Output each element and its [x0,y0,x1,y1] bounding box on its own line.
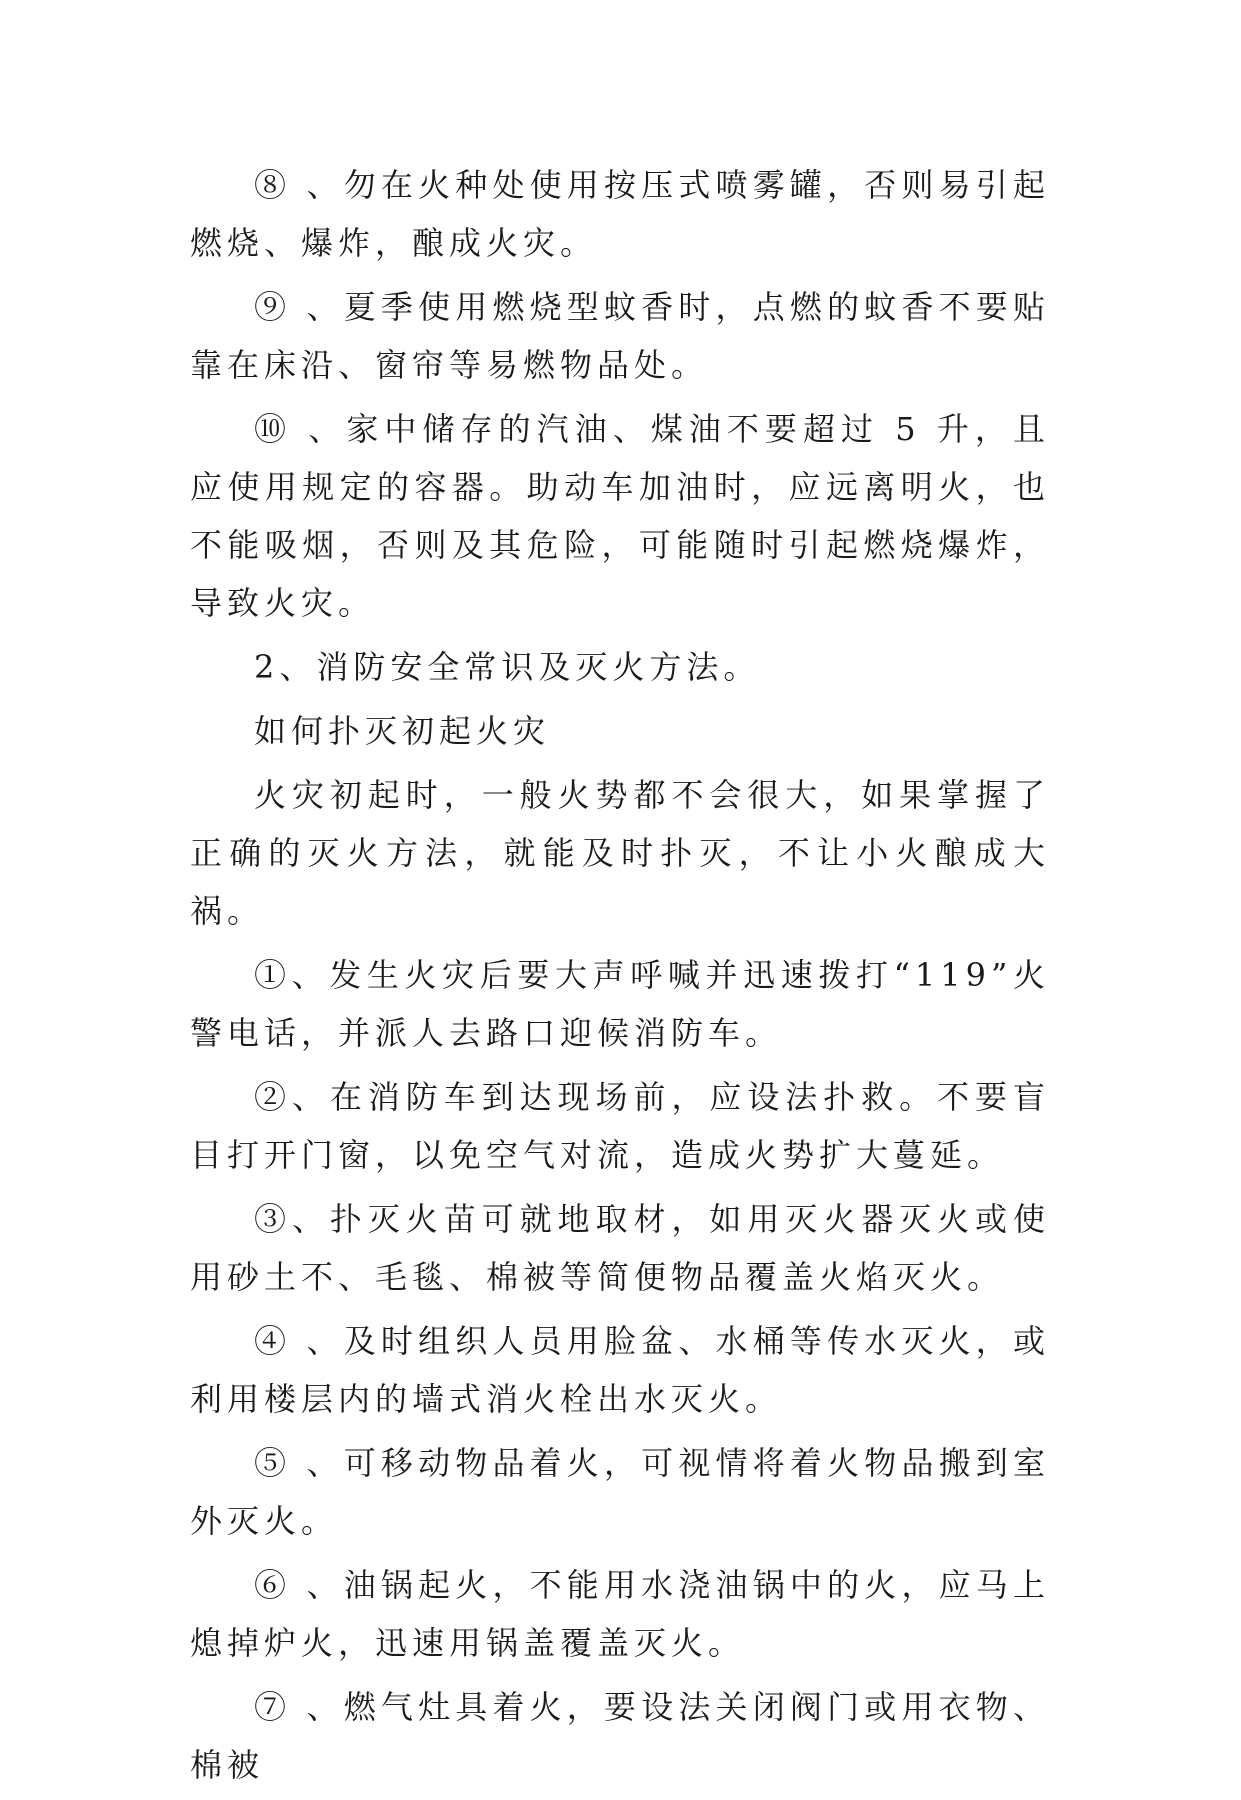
paragraph-item-9: ⑨ 、夏季使用燃烧型蚊香时，点燃的蚊香不要贴靠在床沿、窗帘等易燃物品处。 [190,288,1050,384]
paragraph-step-3: ③、扑灭火苗可就地取材，如用灭火器灭火或使用砂土不、毛毯、棉被等简便物品覆盖火焰灭火。 [190,1200,1050,1296]
paragraph-step-7: ⑦ 、燃气灶具着火，要设法关闭阀门或用衣物、棉被 [190,1688,1050,1784]
paragraph-step-5: ⑤ 、可移动物品着火，可视情将着火物品搬到室外灭火。 [190,1444,1050,1540]
intro-paragraph: 火灾初起时，一般火势都不会很大，如果掌握了正确的灭火方法，就能及时扑灭，不让小火酿成大祸。 [190,776,1050,930]
paragraph-step-1: ①、发生火灾后要大声呼喊并迅速拨打“119”火警电话，并派人去路口迎候消防车。 [190,956,1050,1052]
paragraph-item-8: ⑧ 、勿在火种处使用按压式喷雾罐，否则易引起燃烧、爆炸，酿成火灾。 [190,166,1050,262]
paragraph-item-10: ⑩ 、家中储存的汽油、煤油不要超过 5 升，且应使用规定的容器。助动车加油时，应远离明火，也不能吸烟，否则及其危险，可能随时引起燃烧爆炸，导致火灾。 [190,410,1050,622]
section-heading: 2、消防安全常识及灭火方法。 [254,648,761,686]
subsection-heading: 如何扑灭初起火灾 [254,712,551,750]
document-body [190,156,1050,1800]
paragraph-step-2: ②、在消防车到达现场前，应设法扑救。不要盲目打开门窗，以免空气对流，造成火势扩大蔓延。 [190,1078,1050,1174]
paragraph-step-4: ④ 、及时组织人员用脸盆、水桶等传水灭火，或利用楼层内的墙式消火栓出水灭火。 [190,1322,1050,1418]
paragraph-step-6: ⑥ 、油锅起火，不能用水浇油锅中的火，应马上熄掉炉火，迅速用锅盖覆盖灭火。 [190,1566,1050,1662]
